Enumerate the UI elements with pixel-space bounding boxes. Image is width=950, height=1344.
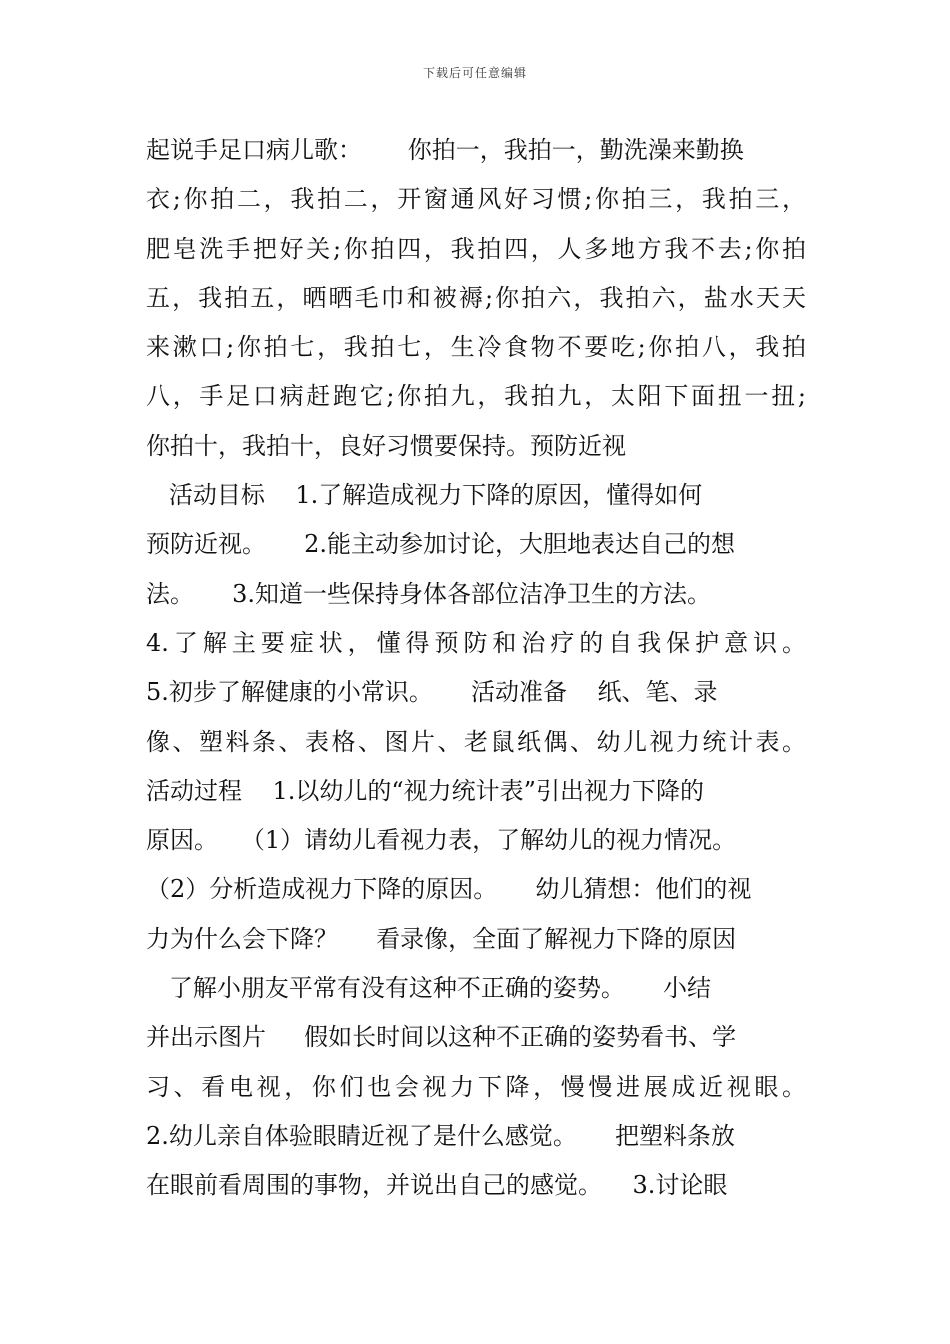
text-line: 五，我拍五，晒晒毛巾和被褥;你拍六，我拍六，盐水天天 xyxy=(146,283,806,312)
text-line: 习、看电视，你们也会视力下降，慢慢进展成近视眼。 xyxy=(146,1072,806,1101)
text-line: 在眼前看周围的事物，并说出自己的感觉。 3.讨论眼 xyxy=(146,1171,728,1200)
text-line: 了解小朋友平常有没有这种不正确的姿势。 小结 xyxy=(146,974,712,1003)
text-line: 力为什么会下降？ 看录像，全面了解视力下降的原因 xyxy=(146,924,737,953)
text-line: 来漱口;你拍七，我拍七，生冷食物不要吃;你拍八，我拍 xyxy=(146,333,806,362)
text-line: 法。 3.知道一些保持身体各部位洁净卫生的方法。 xyxy=(146,579,712,608)
text-line: 5.初步了解健康的小常识。 活动准备 纸、笔、录 xyxy=(146,678,718,707)
text-line: 预防近视。 2.能主动参加讨论，大胆地表达自己的想 xyxy=(146,530,736,559)
text-line: 起说手足口病儿歌： 你拍一，我拍一，勤洗澡来勤换 xyxy=(146,136,744,164)
text-line: （2）分析造成视力下降的原因。 幼儿猜想：他们的视 xyxy=(146,875,752,904)
text-line: 原因。 （1）请幼儿看视力表，了解幼儿的视力情况。 xyxy=(146,826,737,855)
text-line: 2.幼儿亲自体验眼睛近视了是什么感觉。 把塑料条放 xyxy=(146,1121,736,1150)
text-line: 像、塑料条、表格、图片、老鼠纸偶、幼儿视力统计表。 xyxy=(146,727,806,756)
text-line: 4.了解主要症状，懂得预防和治疗的自我保护意识。 xyxy=(146,628,806,657)
text-line: 并出示图片 假如长时间以这种不正确的姿势看书、学 xyxy=(146,1023,737,1052)
text-line: 活动目标 1.了解造成视力下降的原因，懂得如何 xyxy=(146,481,703,510)
text-line: 肥皂洗手把好关;你拍四，我拍四，人多地方我不去;你拍 xyxy=(146,234,806,263)
text-line: 你拍十，我拍十，良好习惯要保持。预防近视 xyxy=(146,431,626,460)
text-line: 衣;你拍二，我拍二，开窗通风好习惯;你拍三，我拍三， xyxy=(146,185,806,214)
text-line: 八，手足口病赶跑它;你拍九，我拍九，太阳下面扭一扭; xyxy=(146,382,806,411)
text-line: 活动过程 1.以幼儿的“视力统计表”引出视力下降的 xyxy=(146,776,704,805)
page-header: 下载后可任意编辑 xyxy=(422,66,527,80)
document-body xyxy=(146,126,806,1211)
